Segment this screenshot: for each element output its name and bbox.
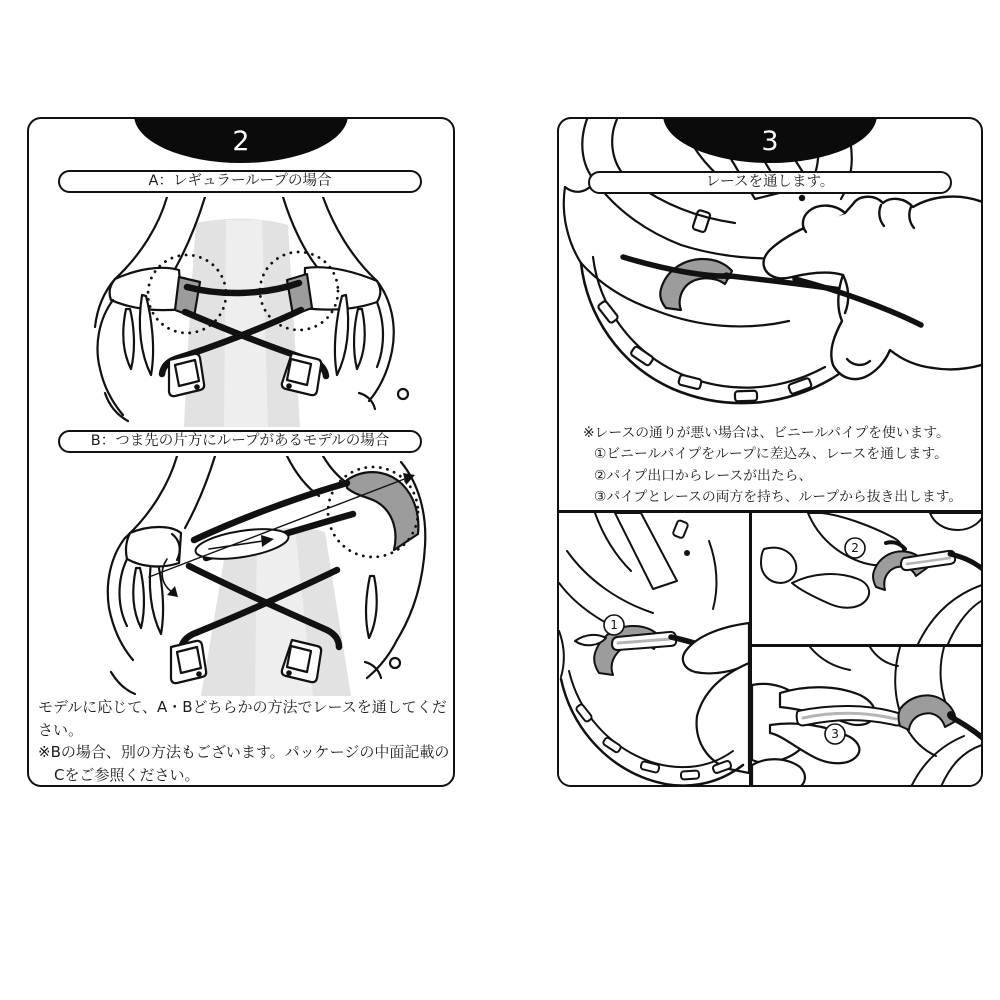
note-line: ※Bの場合、別の方法もございます。パッケージの中面記載の [38,743,450,761]
shoe-a-illustration [29,197,455,427]
svg-text:1: 1 [610,618,618,633]
step-3-illustration [752,647,983,787]
svg-text:2: 2 [851,541,859,556]
toe-loop-highlight [328,467,418,557]
step-3-pill [588,171,952,194]
step-2-number-ellipse [134,117,348,163]
eyelet-left [171,641,206,683]
note-line: Cをご参照ください。 [54,765,200,784]
section-a-label: A：レギュラーループの場合 [148,173,332,190]
step-1-illustration [559,513,749,787]
step-2-cell [752,513,983,647]
note-line: モデルに応じて、A・Bどちらかの方法でレースを通してください。 [38,698,447,739]
strap-left [126,527,181,566]
step-3-cell [752,647,983,787]
panel-step-3 [557,117,983,787]
hand [764,197,983,379]
shoe-side-outline [918,585,983,644]
panel-step-2 [27,117,455,787]
step-2-badge [845,538,865,558]
note-line: ②パイプ出口からレースが出たら、 [594,467,813,484]
hand [683,623,749,773]
step-2-number: 2 [232,126,250,157]
shoelace [951,717,983,740]
svg-text:3: 3 [831,727,839,742]
loop [899,695,957,730]
step-1-badge [604,615,624,635]
hand [752,684,875,787]
section-b-pill [58,430,422,453]
panel2-note [38,696,452,786]
panel3-note [583,423,983,508]
tongue-shading [184,219,300,427]
shoe-b-illustration [29,456,455,696]
step-grid [559,510,983,787]
step-3-number: 3 [761,126,779,157]
section-b-label: B：つま先の片方にループがあるモデルの場合 [90,433,390,450]
step-3-badge [825,724,845,744]
note-line: ①ビニールパイプをループに差込み、レースを通します。 [594,446,948,463]
note-line: ③パイプとレースの両方を持ち、ループから抜き出します。 [594,488,963,505]
step-2-illustration [752,513,983,644]
step-1-cell [559,513,752,787]
note-line: ※レースの通りが悪い場合は、ビニールパイプを使います。 [583,425,950,441]
section-a-pill [58,170,422,193]
lace-threading-illustration [559,119,983,419]
eyelet-left [169,354,204,396]
step-3-label: レースを通します。 [705,174,835,191]
